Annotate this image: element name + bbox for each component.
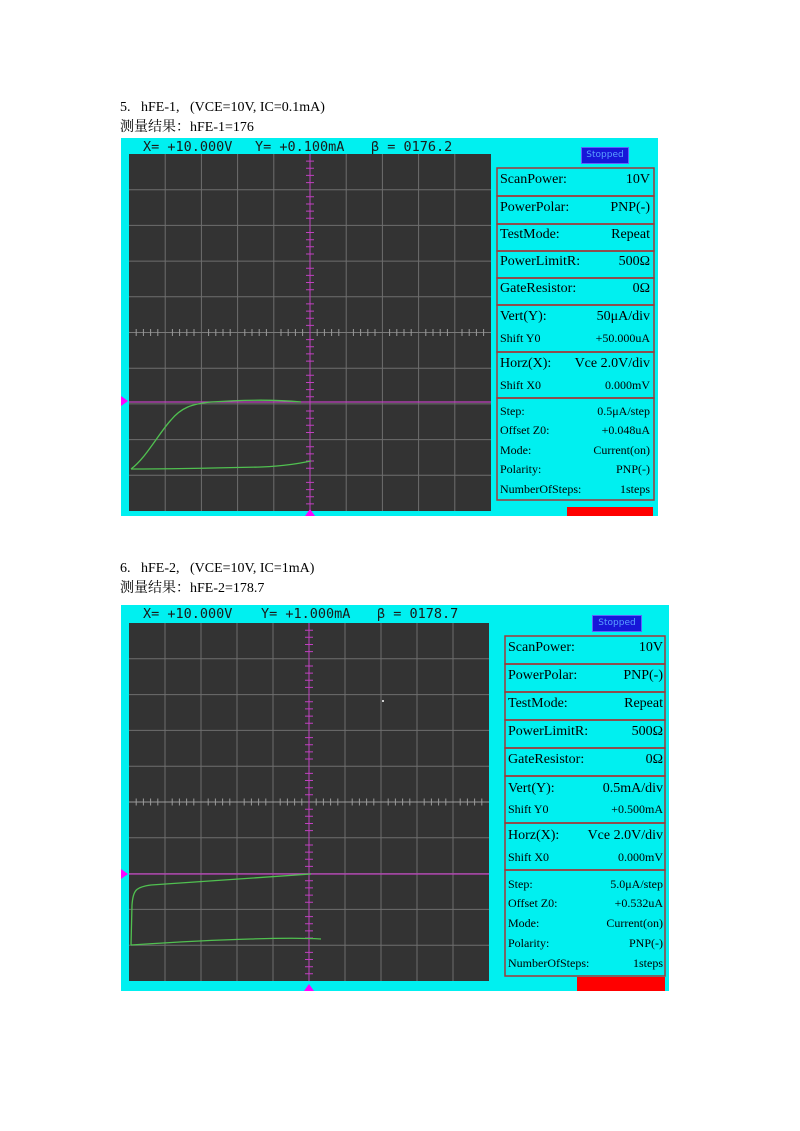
scanpower-label: ScanPower: <box>500 172 567 187</box>
powerpolar-label: PowerPolar: <box>500 200 570 215</box>
scanpower-value: 10V <box>625 172 650 187</box>
testmode-row <box>508 696 663 712</box>
stopped-status-badge: Stopped <box>592 615 642 632</box>
polarity-row <box>508 936 663 951</box>
mode-row <box>500 443 650 458</box>
shift-y0-value: +0.500mA <box>611 802 663 816</box>
scanpower-label: ScanPower: <box>508 640 575 655</box>
testmode-value: Repeat <box>611 227 650 242</box>
shift-y0-label: Shift Y0 <box>500 331 541 345</box>
powerlimitr-label: PowerLimitR: <box>508 724 589 739</box>
powerpolar-value: PNP(-) <box>623 668 663 683</box>
powerlimitr-value: 500Ω <box>631 724 663 739</box>
offset-z0-row <box>508 896 663 911</box>
powerpolar-row <box>508 668 663 684</box>
polarity-value: PNP(-) <box>615 462 650 476</box>
testmode-label: TestMode: <box>508 696 568 711</box>
vert-row <box>500 309 650 325</box>
powerpolar-value: PNP(-) <box>610 200 650 215</box>
vert-label: Vert(Y): <box>508 781 555 796</box>
shift-x0-label: Shift X0 <box>500 378 542 392</box>
vert-row <box>508 781 663 797</box>
numberofsteps-label: NumberOfSteps: <box>508 956 590 970</box>
step-label: Step: <box>500 404 525 418</box>
x-marker-icon <box>304 984 314 991</box>
shift-x0-value: 0.000mV <box>618 850 663 864</box>
numberofsteps-label: NumberOfSteps: <box>500 482 582 496</box>
powerpolar-row <box>500 200 650 216</box>
oscilloscope-display-2 <box>121 605 669 991</box>
x-readout: X= +10.000V <box>143 139 233 155</box>
beta-readout: β = 0176.2 <box>371 139 453 155</box>
shift-y0-value: +50.000uA <box>595 331 650 345</box>
shift-x0-label: Shift X0 <box>508 850 550 864</box>
numberofsteps-row <box>500 482 650 497</box>
mode-value: Current(on) <box>593 443 650 457</box>
red-status-bar <box>577 977 665 991</box>
horz-label: Horz(X): <box>508 828 560 843</box>
horz-row <box>508 828 663 844</box>
polarity-label: Polarity: <box>508 936 550 950</box>
y-readout: Y= +0.100mA <box>255 139 345 155</box>
section-6-result: 测量结果：hFE-2=178.7 <box>120 581 265 596</box>
vert-label: Vert(Y): <box>500 309 547 324</box>
mode-label: Mode: <box>500 443 532 457</box>
stopped-status-badge: Stopped <box>581 147 629 164</box>
polarity-value: PNP(-) <box>628 936 663 950</box>
y-marker-icon <box>121 396 128 406</box>
shift-x0-row <box>500 378 650 393</box>
shift-y0-label: Shift Y0 <box>508 802 549 816</box>
mode-label: Mode: <box>508 916 540 930</box>
offset-z0-row <box>500 423 650 438</box>
beta-readout: β = 0178.7 <box>377 606 459 622</box>
step-value: 0.5μA/step <box>597 404 650 418</box>
offset-z0-value: +0.532uA <box>614 896 663 910</box>
testmode-label: TestMode: <box>500 227 560 242</box>
mode-value: Current(on) <box>606 916 663 930</box>
numberofsteps-value: 1steps <box>620 482 650 496</box>
curve-tracer-screenshot-2 <box>121 605 669 991</box>
horz-value: Vce 2.0V/div <box>574 356 650 371</box>
testmode-value: Repeat <box>624 696 663 711</box>
horz-value: Vce 2.0V/div <box>587 828 663 843</box>
shift-x0-row <box>508 850 663 865</box>
y-readout: Y= +1.000mA <box>261 606 351 622</box>
scanpower-value: 10V <box>638 640 663 655</box>
step-value: 5.0μA/step <box>610 877 663 891</box>
offset-z0-label: Offset Z0: <box>500 423 550 437</box>
gateresistor-value: 0Ω <box>645 752 663 767</box>
horz-row <box>500 356 650 372</box>
vert-value: 0.5mA/div <box>602 781 663 796</box>
gateresistor-value: 0Ω <box>632 281 650 296</box>
polarity-label: Polarity: <box>500 462 542 476</box>
powerlimitr-label: PowerLimitR: <box>500 254 581 269</box>
gateresistor-row <box>500 281 650 297</box>
y-marker-icon <box>121 869 128 879</box>
offset-z0-label: Offset Z0: <box>508 896 558 910</box>
section-5-result: 测量结果：hFE-1=176 <box>120 120 254 135</box>
powerlimitr-row <box>500 254 650 270</box>
vert-value: 50μA/div <box>596 309 650 324</box>
mode-row <box>508 916 663 931</box>
gateresistor-label: GateResistor: <box>508 752 585 767</box>
stray-pixel <box>382 700 384 702</box>
shift-y0-row <box>500 331 650 346</box>
step-row <box>500 404 650 419</box>
gateresistor-row <box>508 752 663 768</box>
offset-z0-value: +0.048uA <box>601 423 650 437</box>
powerpolar-label: PowerPolar: <box>508 668 578 683</box>
shift-x0-value: 0.000mV <box>605 378 650 392</box>
powerlimitr-row <box>508 724 663 740</box>
shift-y0-row <box>508 802 663 817</box>
red-status-bar <box>567 507 653 516</box>
polarity-row <box>500 462 650 477</box>
scanpower-row <box>508 640 663 656</box>
numberofsteps-row <box>508 956 663 971</box>
testmode-row <box>500 227 650 243</box>
gateresistor-label: GateResistor: <box>500 281 577 296</box>
curve-tracer-screenshot-1 <box>121 138 658 516</box>
oscilloscope-display-1 <box>121 138 658 516</box>
numberofsteps-value: 1steps <box>633 956 663 970</box>
x-readout: X= +10.000V <box>143 606 233 622</box>
powerlimitr-value: 500Ω <box>618 254 650 269</box>
horz-label: Horz(X): <box>500 356 552 371</box>
scanpower-row <box>500 172 650 188</box>
step-label: Step: <box>508 877 533 891</box>
section-5-heading: 5. hFE-1, (VCE=10V, IC=0.1mA) <box>120 100 325 115</box>
section-6-heading: 6. hFE-2, (VCE=10V, IC=1mA) <box>120 561 315 576</box>
step-row <box>508 877 663 892</box>
